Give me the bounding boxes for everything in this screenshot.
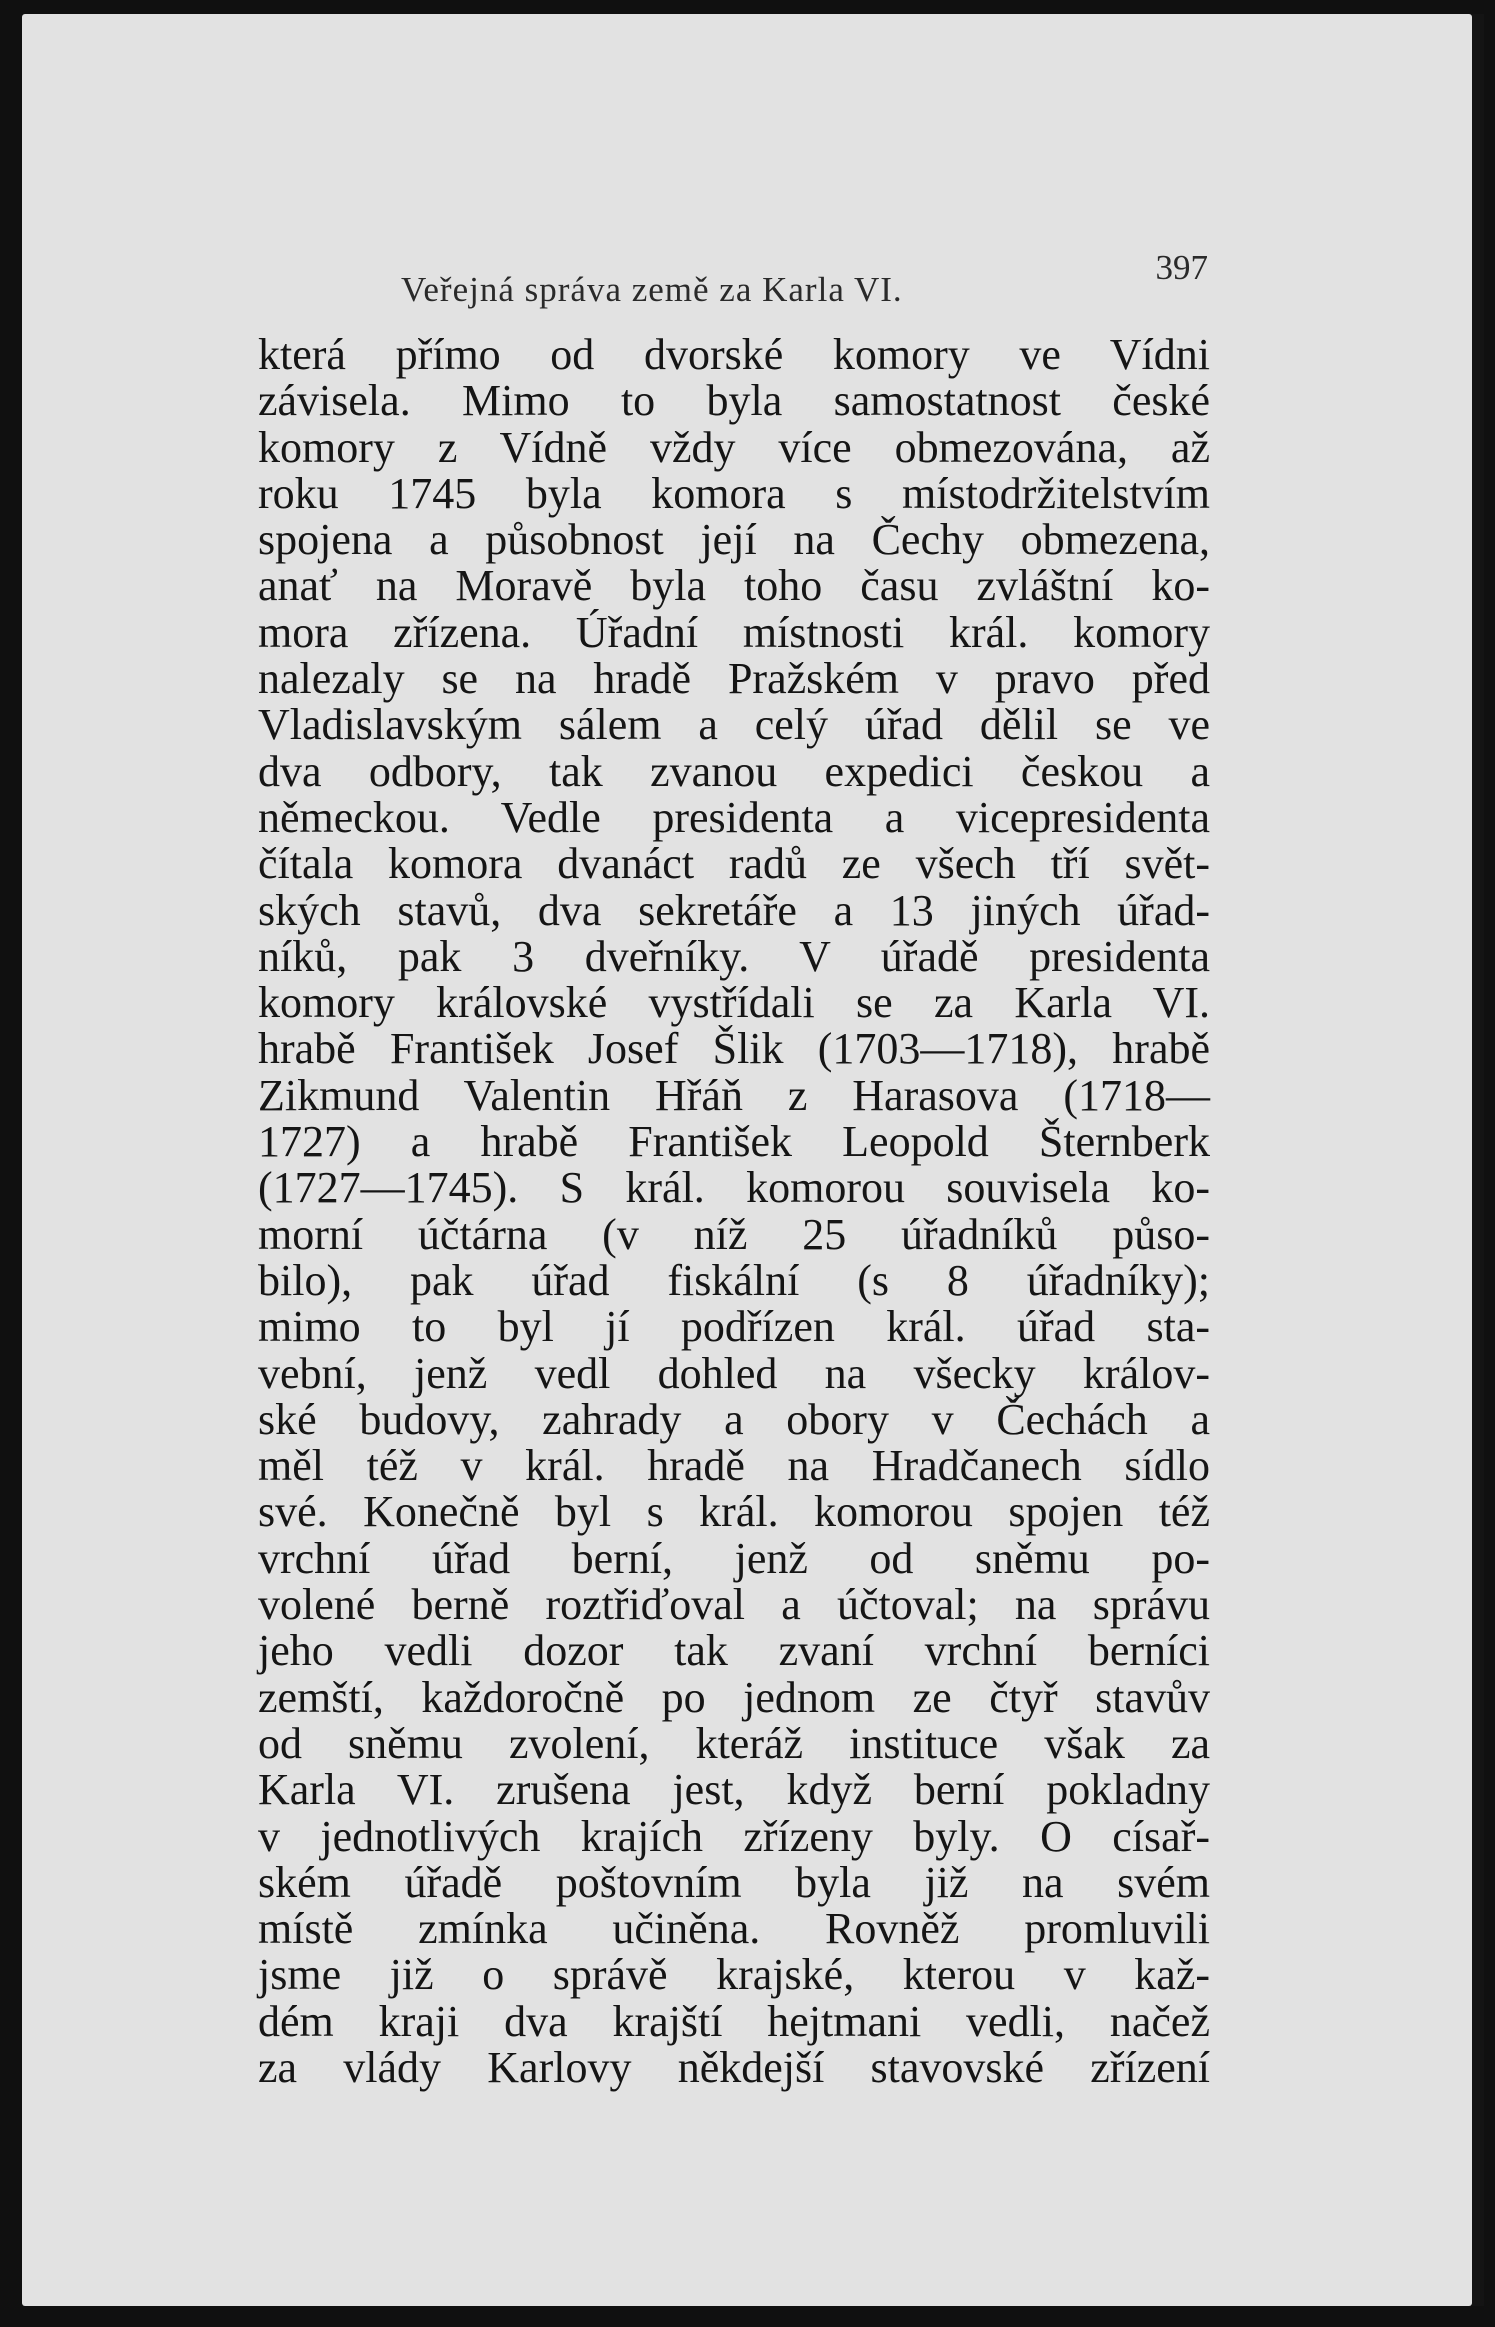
text-line: dém kraji dva krajští hejtmani vedli, načež	[258, 1996, 1210, 2046]
text-line: závisela. Mimo to byla samostatnost české	[258, 376, 1210, 426]
page-header	[258, 248, 1218, 318]
text-line: měl též v král. hradě na Hradčanech sídlo	[258, 1441, 1210, 1491]
text-line: roku 1745 byla komora s místodržitelstvím	[258, 468, 1210, 518]
text-line: volené berně roztřiďoval a účtoval; na správu	[258, 1580, 1210, 1630]
text-line: jsme již o správě krajské, kterou v kaž-	[258, 1950, 1210, 2000]
text-line: Zikmund Valentin Hřáň z Harasova (1718—	[258, 1070, 1210, 1120]
text-line: nalezaly se na hradě Pražském v pravo před	[258, 654, 1210, 704]
text-line: hrabě František Josef Šlik (1703—1718), hrabě	[258, 1024, 1210, 1074]
text-line: vrchní úřad berní, jenž od sněmu po-	[258, 1533, 1210, 1583]
text-line: ské budovy, zahrady a obory v Čechách a	[258, 1394, 1210, 1444]
text-line: bilo), pak úřad fiskální (s 8 úřadníky);	[258, 1255, 1210, 1305]
text-line: 1727) a hrabě František Leopold Šternberk	[258, 1117, 1210, 1167]
page-number: 397	[1155, 248, 1208, 287]
text-line: mimo to byl jí podřízen král. úřad sta-	[258, 1302, 1210, 1352]
text-line: morní účtárna (v níž 25 úřadníků půso-	[258, 1209, 1210, 1259]
text-line: anať na Moravě byla toho času zvláštní ko-	[258, 561, 1210, 611]
text-line: mora zřízena. Úřadní místnosti král. komory	[258, 607, 1210, 657]
text-line: Karla VI. zrušena jest, když berní pokladny	[258, 1765, 1210, 1815]
text-line: vební, jenž vedl dohled na všecky králov-	[258, 1348, 1210, 1398]
text-line: ském úřadě poštovním byla již na svém	[258, 1857, 1210, 1907]
text-line: dva odbory, tak zvanou expedici českou a	[258, 746, 1210, 796]
text-line: místě zmínka učiněna. Rovněž promluvili	[258, 1904, 1210, 1954]
running-title: Veřejná správa země za Karla VI.	[401, 270, 903, 309]
text-line: zemští, každoročně po jednom ze čtyř stavův	[258, 1672, 1210, 1722]
text-line: (1727—1745). S král. komorou souvisela ko-	[258, 1163, 1210, 1213]
text-line: německou. Vedle presidenta a vicepresidenta	[258, 792, 1210, 842]
text-line: ských stavů, dva sekretáře a 13 jiných úřad-	[258, 885, 1210, 935]
text-line: komory z Vídně vždy více obmezována, až	[258, 422, 1210, 472]
text-line: spojena a působnost její na Čechy obmezena,	[258, 515, 1210, 565]
text-line: Vladislavským sálem a celý úřad dělil se ve	[258, 700, 1210, 750]
text-line: v jednotlivých krajích zřízeny byly. O císař-	[258, 1811, 1210, 1861]
body-text	[258, 332, 1210, 2091]
text-line: za vlády Karlovy někdejší stavovské zřízení	[258, 2042, 1210, 2092]
text-line: která přímo od dvorské komory ve Vídni	[258, 330, 1210, 379]
text-line: níků, pak 3 dveřníky. V úřadě presidenta	[258, 931, 1210, 981]
text-line: čítala komora dvanáct radů ze všech tří svět-	[258, 839, 1210, 889]
text-line: jeho vedli dozor tak zvaní vrchní berníci	[258, 1626, 1210, 1676]
text-line: od sněmu zvolení, kteráž instituce však za	[258, 1718, 1210, 1768]
text-line: své. Konečně byl s král. komorou spojen též	[258, 1487, 1210, 1537]
text-line: komory královské vystřídali se za Karla VI.	[258, 978, 1210, 1028]
